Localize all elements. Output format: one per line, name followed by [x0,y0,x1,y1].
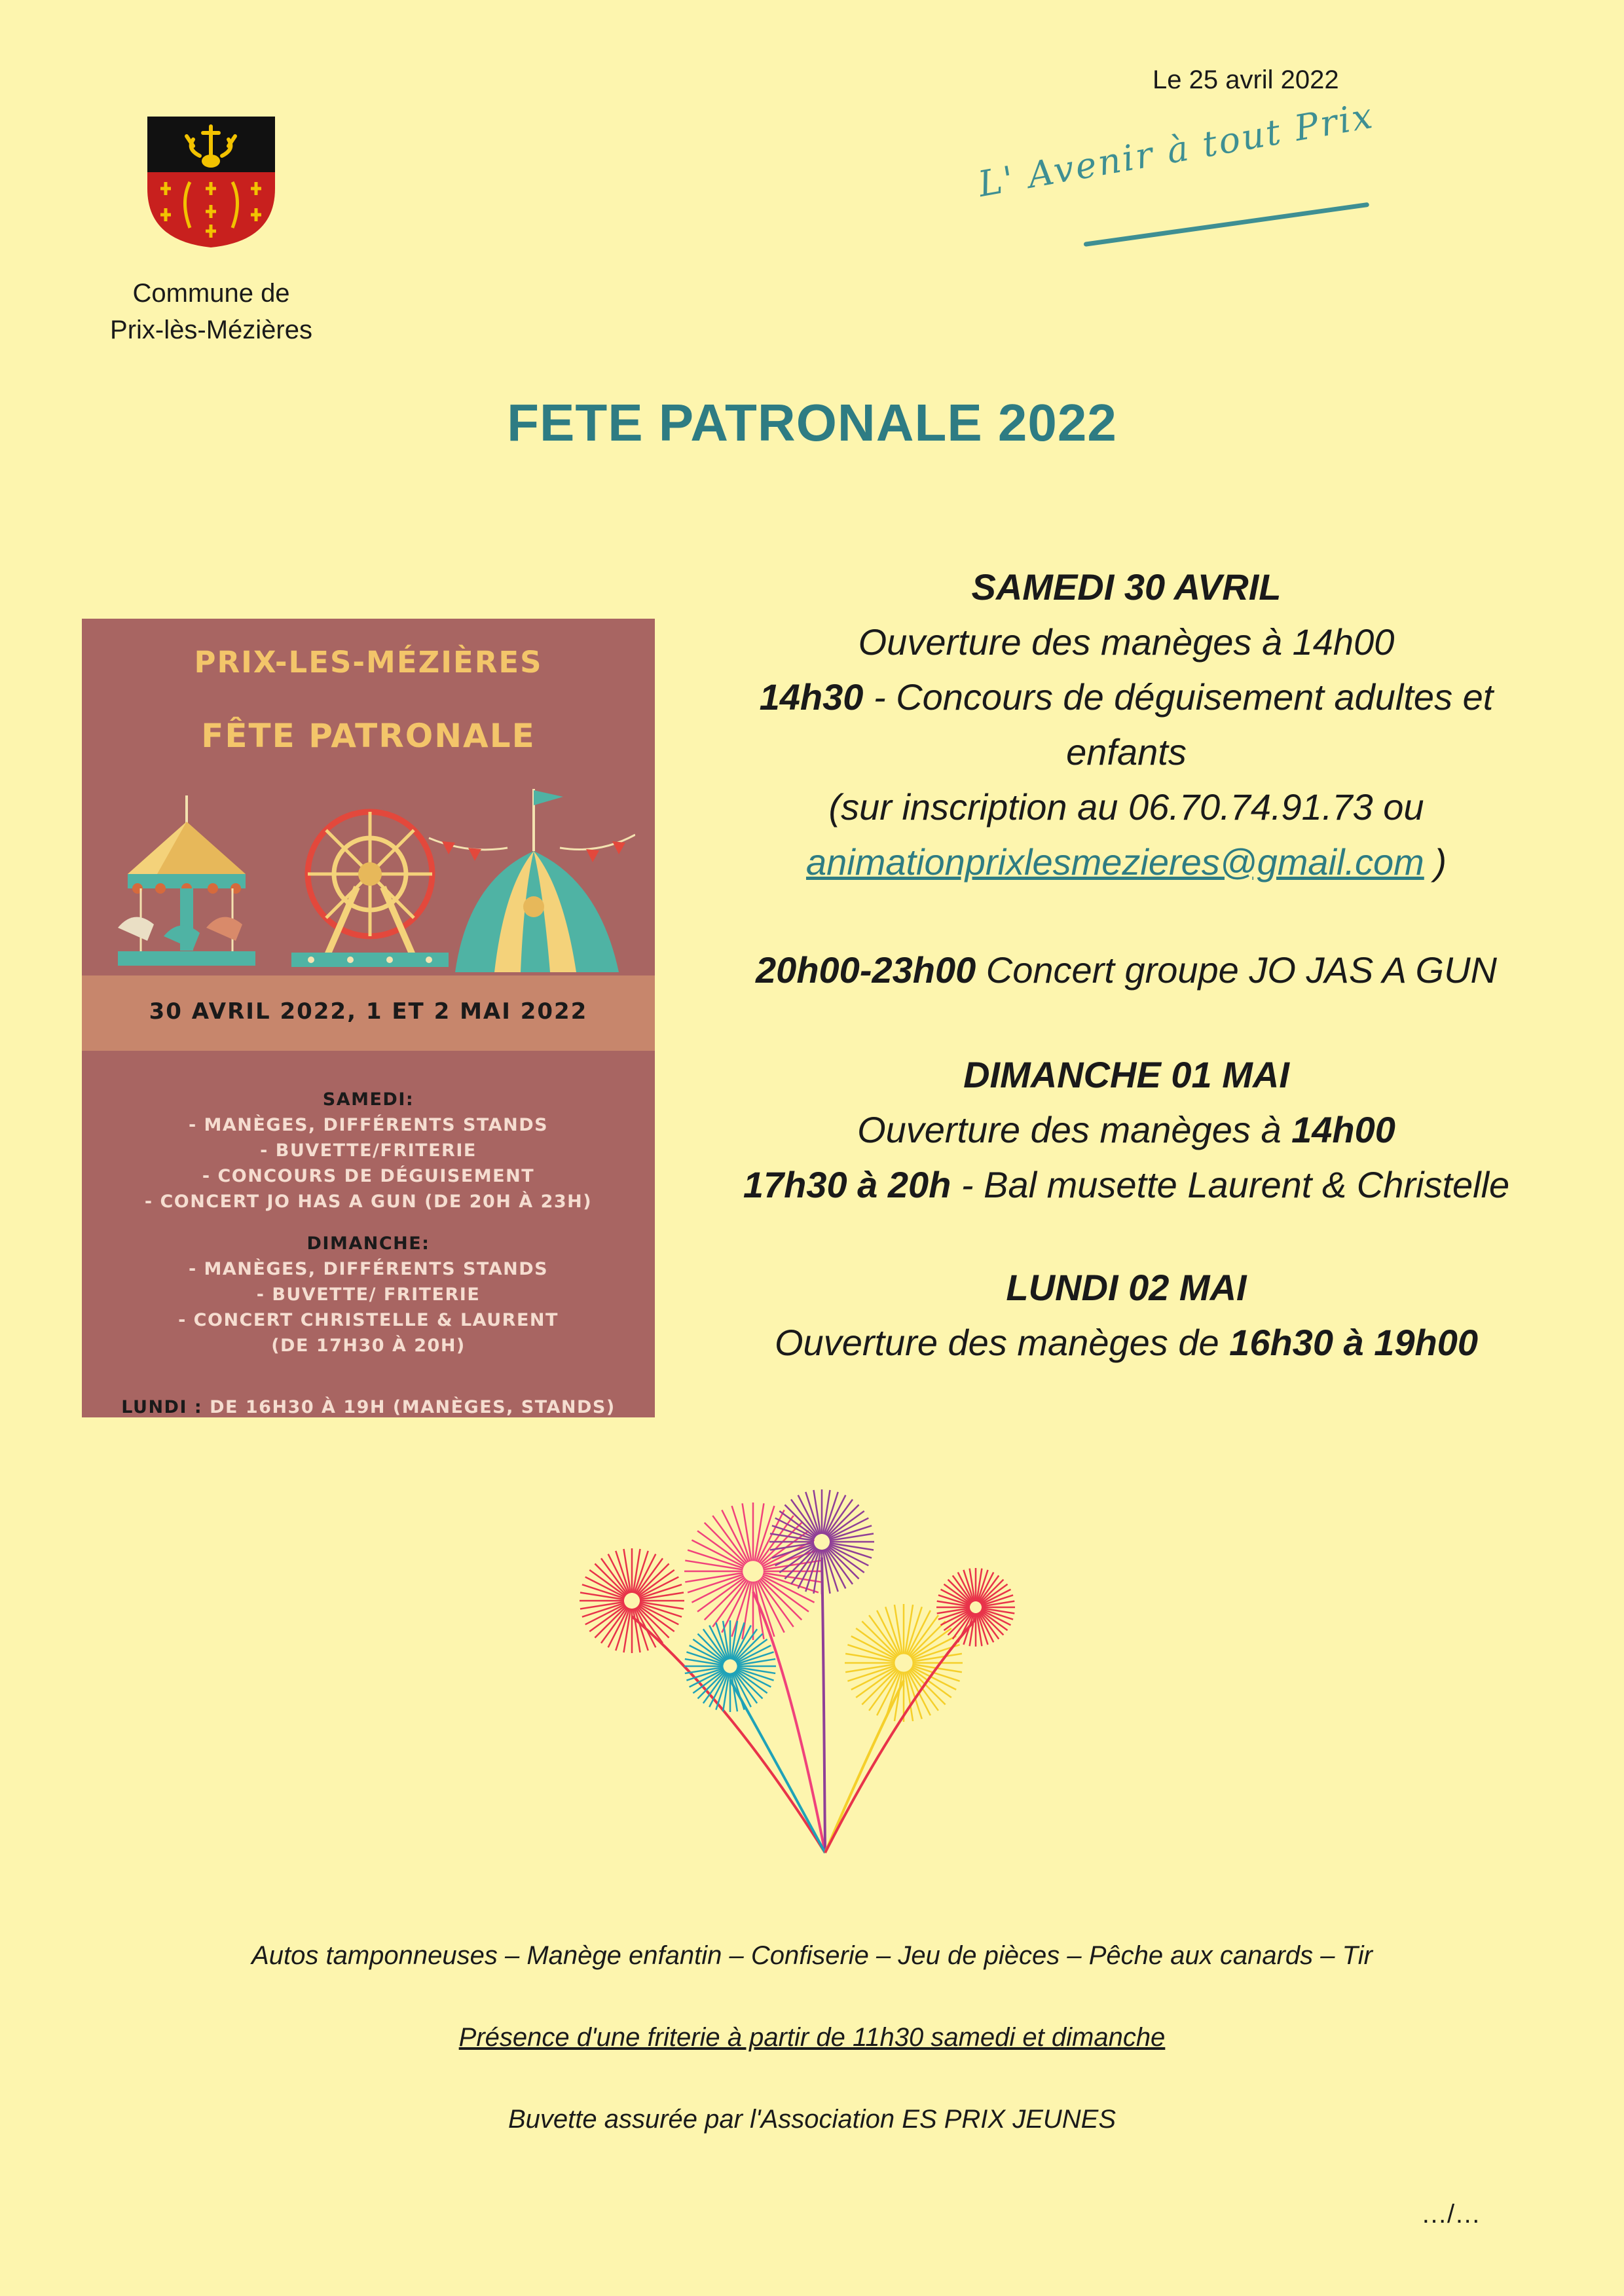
firework-burst [769,1489,874,1853]
schedule-lundi [668,1260,1585,1370]
fairground-illustration [101,776,635,975]
list-item: - BUVETTE/FRITERIE [260,1140,477,1161]
commune-line-1: Commune de [132,279,290,308]
motto-text: L' Avenir à tout Prix [975,94,1377,205]
poster-dates: 30 AVRIL 2022, 1 ET 2 MAI 2022 [149,998,588,1025]
poster-samedi-heading: SAMEDI: [322,1089,415,1110]
poster-town: PRIX-LES-MÉZIÈRES [194,645,543,680]
carousel-icon [118,795,255,966]
list-item: (DE 17H30 À 20H) [271,1336,466,1356]
event-poster [82,619,655,1417]
motto-underline [1084,202,1370,247]
schedule-dimanche [668,1048,1585,1212]
poster-event-title: FÊTE PATRONALE [201,717,536,755]
day-heading-dimanche: DIMANCHE 01 MAI [963,1054,1289,1095]
poster-lundi-heading: LUNDI : [121,1397,203,1417]
schedule-concert [668,943,1585,998]
list-item: - MANÈGES, DIFFÉRENTS STANDS [188,1259,549,1279]
list-item: - BUVETTE/ FRITERIE [256,1285,481,1305]
schedule-line: Ouverture des manèges à 14h00 [858,621,1395,663]
schedule-text: Ouverture des manèges de [774,1322,1230,1363]
document-date: Le 25 avril 2022 [1153,65,1339,94]
schedule-line: enfants [1066,731,1187,773]
schedule-line: (sur inscription au 06.70.74.91.73 ou [828,786,1424,828]
fireworks-illustration [563,1486,1087,1859]
schedule-line [668,1102,1585,1157]
schedule-time: 14h30 [759,676,864,718]
poster-dimanche-list [82,1231,655,1358]
schedule-time: 20h00-23h00 [756,949,976,991]
list-item: - MANÈGES, DIFFÉRENTS STANDS [188,1115,549,1135]
ferris-wheel-icon [291,812,449,967]
commune-coat-of-arms [141,110,282,251]
commune-name [79,275,344,348]
schedule-line [668,835,1585,890]
motto [969,94,1480,288]
schedule-text: - Bal musette Laurent & Christelle [951,1164,1510,1205]
schedule-text: Ouverture des manèges à [857,1109,1292,1150]
schedule-text: - Concours de déguisement adultes et [863,676,1494,718]
schedule-text: Concert groupe JO JAS A GUN [976,949,1497,991]
list-item: - CONCERT JO HAS A GUN (DE 20H À 23H) [144,1192,593,1212]
schedule-samedi [668,560,1585,890]
day-heading-samedi: SAMEDI 30 AVRIL [971,566,1282,608]
schedule-time: 17h30 à 20h [743,1164,951,1205]
friterie-notice: Présence d'une friterie à partir de 11h30 samedi et dimanche [458,2023,1166,2052]
day-heading-lundi: LUNDI 02 MAI [1006,1267,1247,1308]
poster-lundi-line [82,1394,655,1417]
schedule-line [668,670,1585,725]
schedule-text: ) [1424,841,1447,883]
circus-tent-icon [429,789,635,972]
email-link[interactable]: animationprixlesmezieres@gmail.com [805,841,1424,883]
poster-samedi-list [82,1087,655,1214]
buvette-notice: Buvette assurée par l'Association ES PRIX JEUNES [507,2105,1116,2134]
attractions-list: Autos tamponneuses – Manège enfantin – Confiserie – Jeu de pièces – Pêche aux canards – Tir [251,1941,1373,1970]
firework-burst [580,1548,825,1853]
list-item: - CONCERT CHRISTELLE & LAURENT [178,1310,559,1330]
schedule-line [668,943,1585,998]
continuation-mark: …/… [1421,2200,1481,2229]
page-title: FETE PATRONALE 2022 [507,393,1117,452]
poster-dimanche-heading: DIMANCHE: [306,1233,430,1254]
list-item: - CONCOURS DE DÉGUISEMENT [202,1166,535,1186]
schedule-line [668,1315,1585,1370]
schedule-line [668,1157,1585,1212]
poster-lundi-text: DE 16H30 À 19H (MANÈGES, STANDS) [210,1397,616,1417]
commune-line-2: Prix-lès-Mézières [110,316,312,344]
schedule-time: 14h00 [1291,1109,1395,1150]
schedule-time: 16h30 à 19h00 [1229,1322,1479,1363]
